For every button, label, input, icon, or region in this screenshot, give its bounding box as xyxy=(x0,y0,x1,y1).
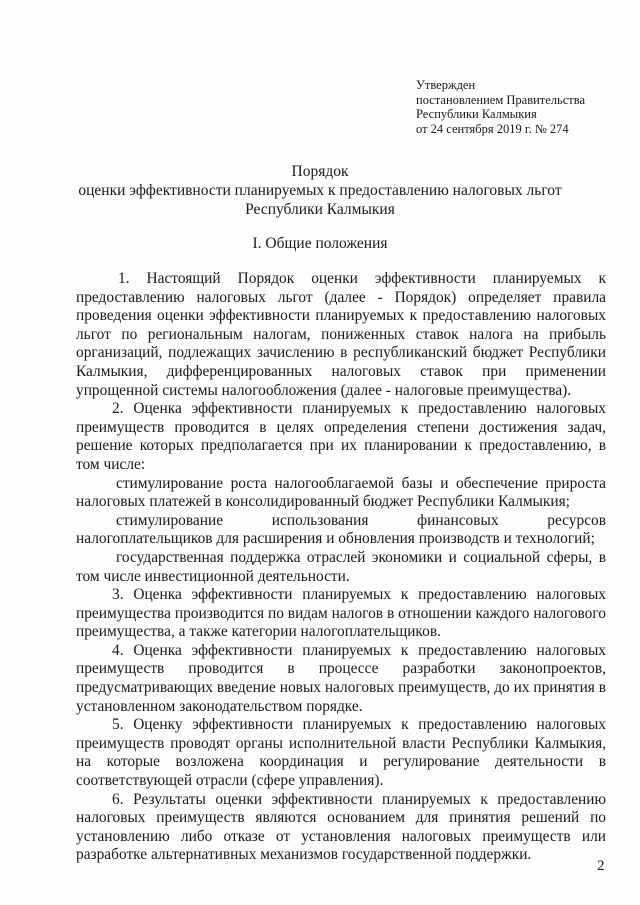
page-number: 2 xyxy=(597,858,605,874)
paragraph-6: 6. Результаты оценки эффективности планируемых к предоставлению налоговых преимуществ являются основанием для принятия решений по установлению либо отказе от установления налоговых преимуществ или разработке альтернативных механизмов государственной поддержки. xyxy=(76,790,606,864)
approval-line: от 24 сентября 2019 г. № 274 xyxy=(416,121,569,136)
paragraph-1: 1. Настоящий Порядок оценки эффективности планируемых к предоставлению налоговых льгот (далее - Порядок) определяет правила проведения оценки эффективности планируемых к предоставлению налоговых льгот по региональным налогам, пониженных ставок налога на прибыль организаций, подлежащих зачислению в республиканский бюджет Республики Калмыкия, дифференцированных налоговых ставок при применении упрощенной системы налогообложения (далее - налоговые преимущества). xyxy=(76,270,606,399)
list-item: стимулирование роста налогооблагаемой базы и обеспечение прироста налоговых платежей в консолидированный бюджет Республики Калмыкия; xyxy=(76,474,606,511)
paragraph-4: 4. Оценка эффективности планируемых к предоставлению налоговых преимуществ проводится в процессе разработки законопроектов, предусматривающих введение новых налоговых преимуществ, до их принятия в установленном законодательством порядке. xyxy=(76,641,606,715)
approval-line: Утвержден xyxy=(416,78,476,92)
list-item: государственная поддержка отраслей экономики и социальной сферы, в том числе инвестиционной деятельности. xyxy=(76,548,606,585)
title-line: Республики Калмыкия xyxy=(245,201,395,218)
approval-stamp xyxy=(416,78,585,136)
approval-line: постановлением Правительства xyxy=(416,92,586,107)
list-item: стимулирование использования финансовых ресурсов налогоплательщиков для расширения и обновления производств и технологий; xyxy=(76,511,606,548)
title-line: Порядок xyxy=(291,163,349,180)
document-body xyxy=(76,270,606,865)
paragraph-2: 2. Оценка эффективности планируемых к предоставлению налоговых преимуществ проводится в целях определения степени достижения задач, решение которых предполагается при их планировании к предоставлению, в том числе: xyxy=(76,400,606,473)
title-line: оценки эффективности планируемых к предоставлению налоговых льгот xyxy=(78,182,562,199)
approval-line: Республики Калмыкия xyxy=(416,107,537,121)
paragraph-5: 5. Оценку эффективности планируемых к предоставлению налоговых преимуществ проводят органы исполнительной власти Республики Калмыкия, на которые возложена координация и регулирование деятельности в соответствующей отрасли (сфере управления). xyxy=(76,716,606,790)
paragraph-3: 3. Оценка эффективности планируемых к предоставлению налоговых преимущества производится по видам налогов в отношении каждого налогового преимущества, а также категории налогоплательщиков. xyxy=(76,586,606,641)
section-heading: I. Общие положения xyxy=(252,235,388,252)
document-title xyxy=(60,162,580,219)
